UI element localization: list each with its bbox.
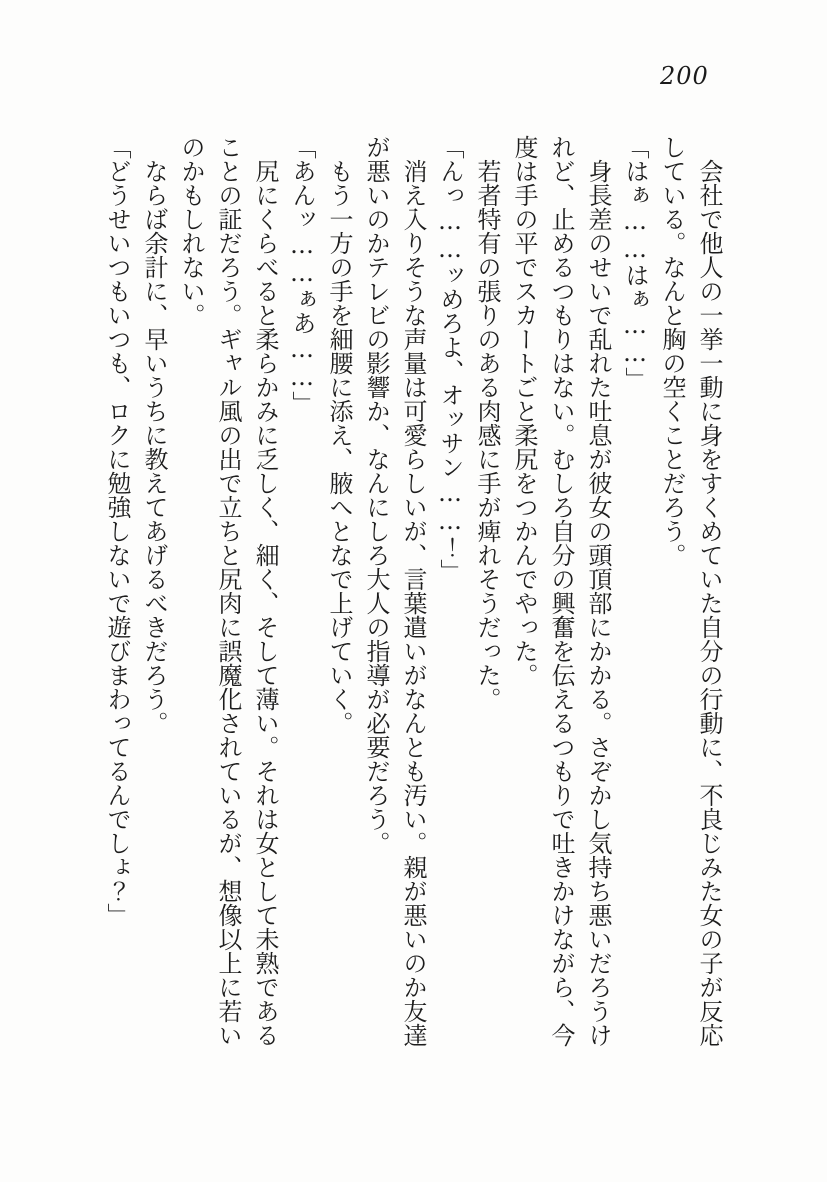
text-line: ならば余計に、早いうちに教えてあげるべきだろう。	[140, 159, 168, 735]
text-line: ことの証だろう。ギャル風の出で立ちと尻肉に誤魔化されているが、想像以上に若い	[214, 135, 242, 1047]
text-line: 「どうせいつもいつも、ロクに勉強しないで遊びまわってるんでしょ？」	[103, 135, 131, 927]
text-line: している。なんと胸の空くことだろう。	[658, 135, 686, 567]
text-line: のかもしれない。	[177, 135, 205, 327]
text-line: 身長差のせいで乱れた吐息が彼女の頭頂部にかかる。さぞかし気持ち悪いだろうけ	[584, 159, 612, 1047]
text-line: れど、止めるつもりはない。むしろ自分の興奮を伝えるつもりで吐きかけながら、今	[547, 135, 575, 1047]
book-page-text	[98, 135, 727, 1047]
text-line: 度は手の平でスカートごと柔尻をつかんでやった。	[510, 135, 538, 687]
text-line: もう一方の手を細腰に添え、腋へとなで上げていく。	[325, 159, 353, 735]
text-line: 会社で他人の一挙一動に身をすくめていた自分の行動に、不良じみた女の子が反応	[695, 159, 723, 1047]
text-line: 「はぁ……はぁ……」	[621, 135, 649, 391]
text-line: 「んっ……ッめろよ、オッサン……！」	[436, 135, 464, 583]
text-line: 消え入りそうな声量は可愛らしいが、言葉遣いがなんとも汚い。親が悪いのか友達	[399, 159, 427, 1047]
text-line: 「あんッ……ぁあ……」	[288, 135, 316, 415]
text-line: 尻にくらべると柔らかみに乏しく、細く、そして薄い。それは女として未熟である	[251, 159, 279, 1047]
text-line: が悪いのかテレビの影響か、なんにしろ大人の指導が必要だろう。	[362, 135, 390, 855]
page-number: 200	[660, 62, 709, 90]
text-line: 若者特有の張りのある肉感に手が痺れそうだった。	[473, 159, 501, 711]
